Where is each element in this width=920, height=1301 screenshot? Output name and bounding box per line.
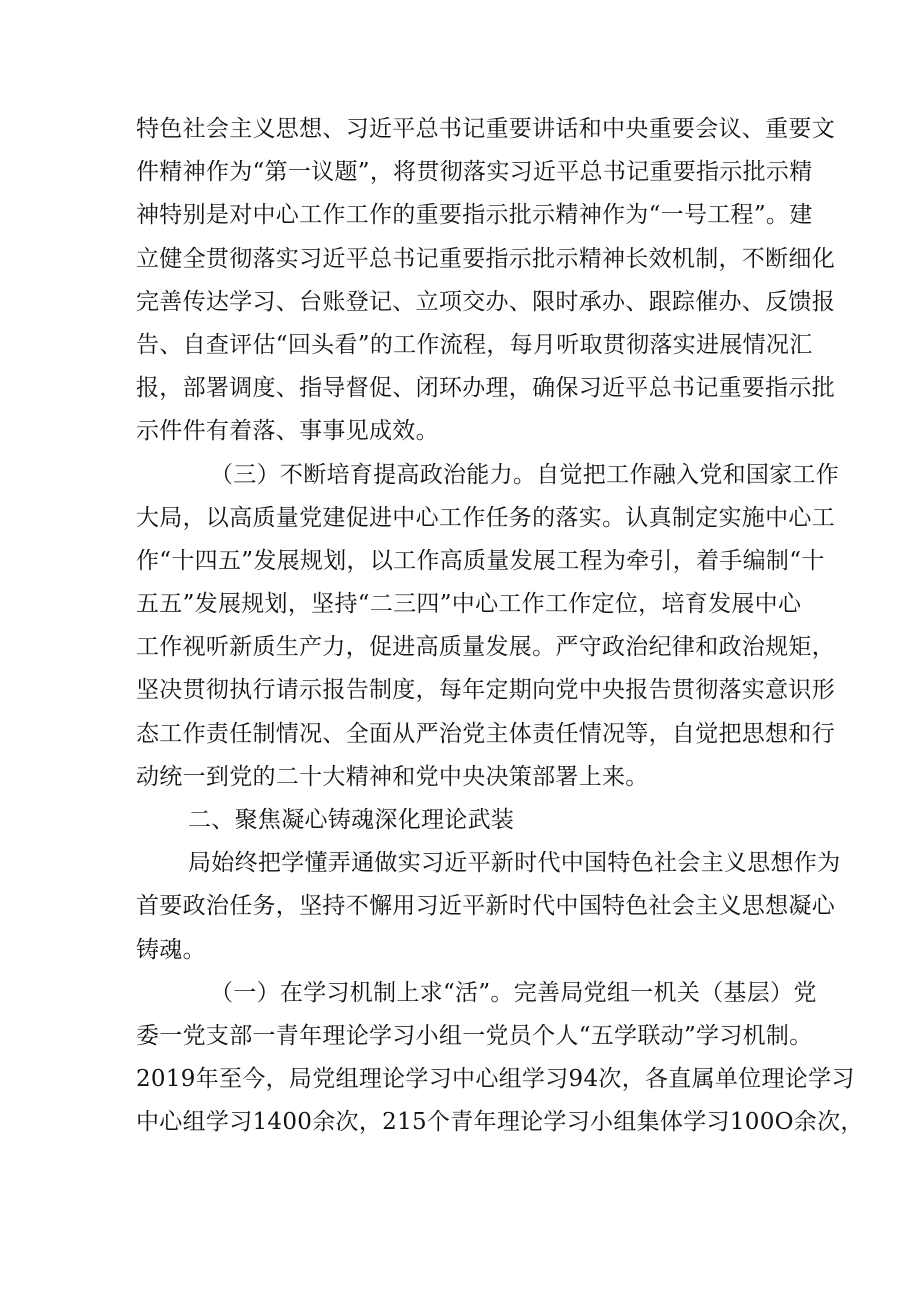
paragraph-line: 动统一到党的二十大精神和党中央决策部署上来。: [136, 763, 649, 790]
paragraph-line: 2019年至今，局党组理论学习中心组学习94次，各直属单位理论学习: [136, 1066, 855, 1093]
paragraph-line: 坚决贯彻执行请示报告制度，每年定期向党中央报告贯彻落实意识形: [136, 677, 835, 704]
document-body: [136, 108, 864, 1145]
paragraph-line: 工作视听新质生产力，促进高质量发展。严守政治纪律和政治规矩，: [136, 634, 835, 661]
paragraph-line: 局始终把学懂弄通做实习近平新时代中国特色社会主义思想作为: [188, 850, 841, 877]
paragraph-line: 完善传达学习、台账登记、立项交办、限时承办、跟踪催办、反馈报: [136, 288, 835, 315]
paragraph-line: 神特别是对中心工作工作的重要指示批示精神作为“一号工程”。建: [136, 202, 813, 229]
chapter-heading: 二、聚焦凝心铸魂深化理论武装: [188, 807, 515, 833]
paragraph-line: 铸魂。: [136, 936, 206, 963]
paragraph-line: 五五”发展规划，坚持“二三四”中心工作工作定位，培育发展中心: [136, 591, 802, 618]
section-heading-line: （三）不断培育提高政治能力。自觉把工作融入党和国家工作: [210, 461, 840, 488]
paragraph-line: 报，部署调度、指导督促、闭环办理，确保习近平总书记重要指示批: [136, 375, 835, 402]
paragraph-line: 示件件有着落、事事见成效。: [136, 418, 439, 445]
paragraph-line: 大局，以高质量党建促进中心工作任务的落实。认真制定实施中心工: [136, 504, 835, 531]
paragraph-line: 件精神作为“第一议题”，将贯彻落实习近平总书记重要指示批示精: [136, 159, 813, 186]
paragraph-line: 首要政治任务，坚持不懈用习近平新时代中国特色社会主义思想凝心: [136, 893, 835, 920]
paragraph-line: 立健全贯彻落实习近平总书记重要指示批示精神长效机制，不断细化: [136, 245, 835, 272]
paragraph-line: 中心组学习1400余次，215个青年理论学习小组集体学习100O余次，: [136, 1109, 864, 1136]
paragraph-line: 作“十四五”发展规划，以工作高质量发展工程为牵引，着手编制“十: [136, 547, 825, 574]
paragraph-line: 委一党支部一青年理论学习小组一党员个人“五学联动”学习机制。: [136, 1022, 813, 1049]
paragraph-line: 特色社会主义思想、习近平总书记重要讲话和中央重要会议、重要文: [136, 116, 835, 142]
paragraph-line: 告、自查评估“回头看”的工作流程，每月听取贯彻落实进展情况汇: [136, 331, 813, 358]
paragraph-line: 态工作责任制情况、全面从严治党主体责任情况等，自觉把思想和行: [136, 720, 835, 747]
section-heading-line: （一）在学习机制上求“活”。完善局党组一机关（基层）党: [210, 979, 817, 1006]
